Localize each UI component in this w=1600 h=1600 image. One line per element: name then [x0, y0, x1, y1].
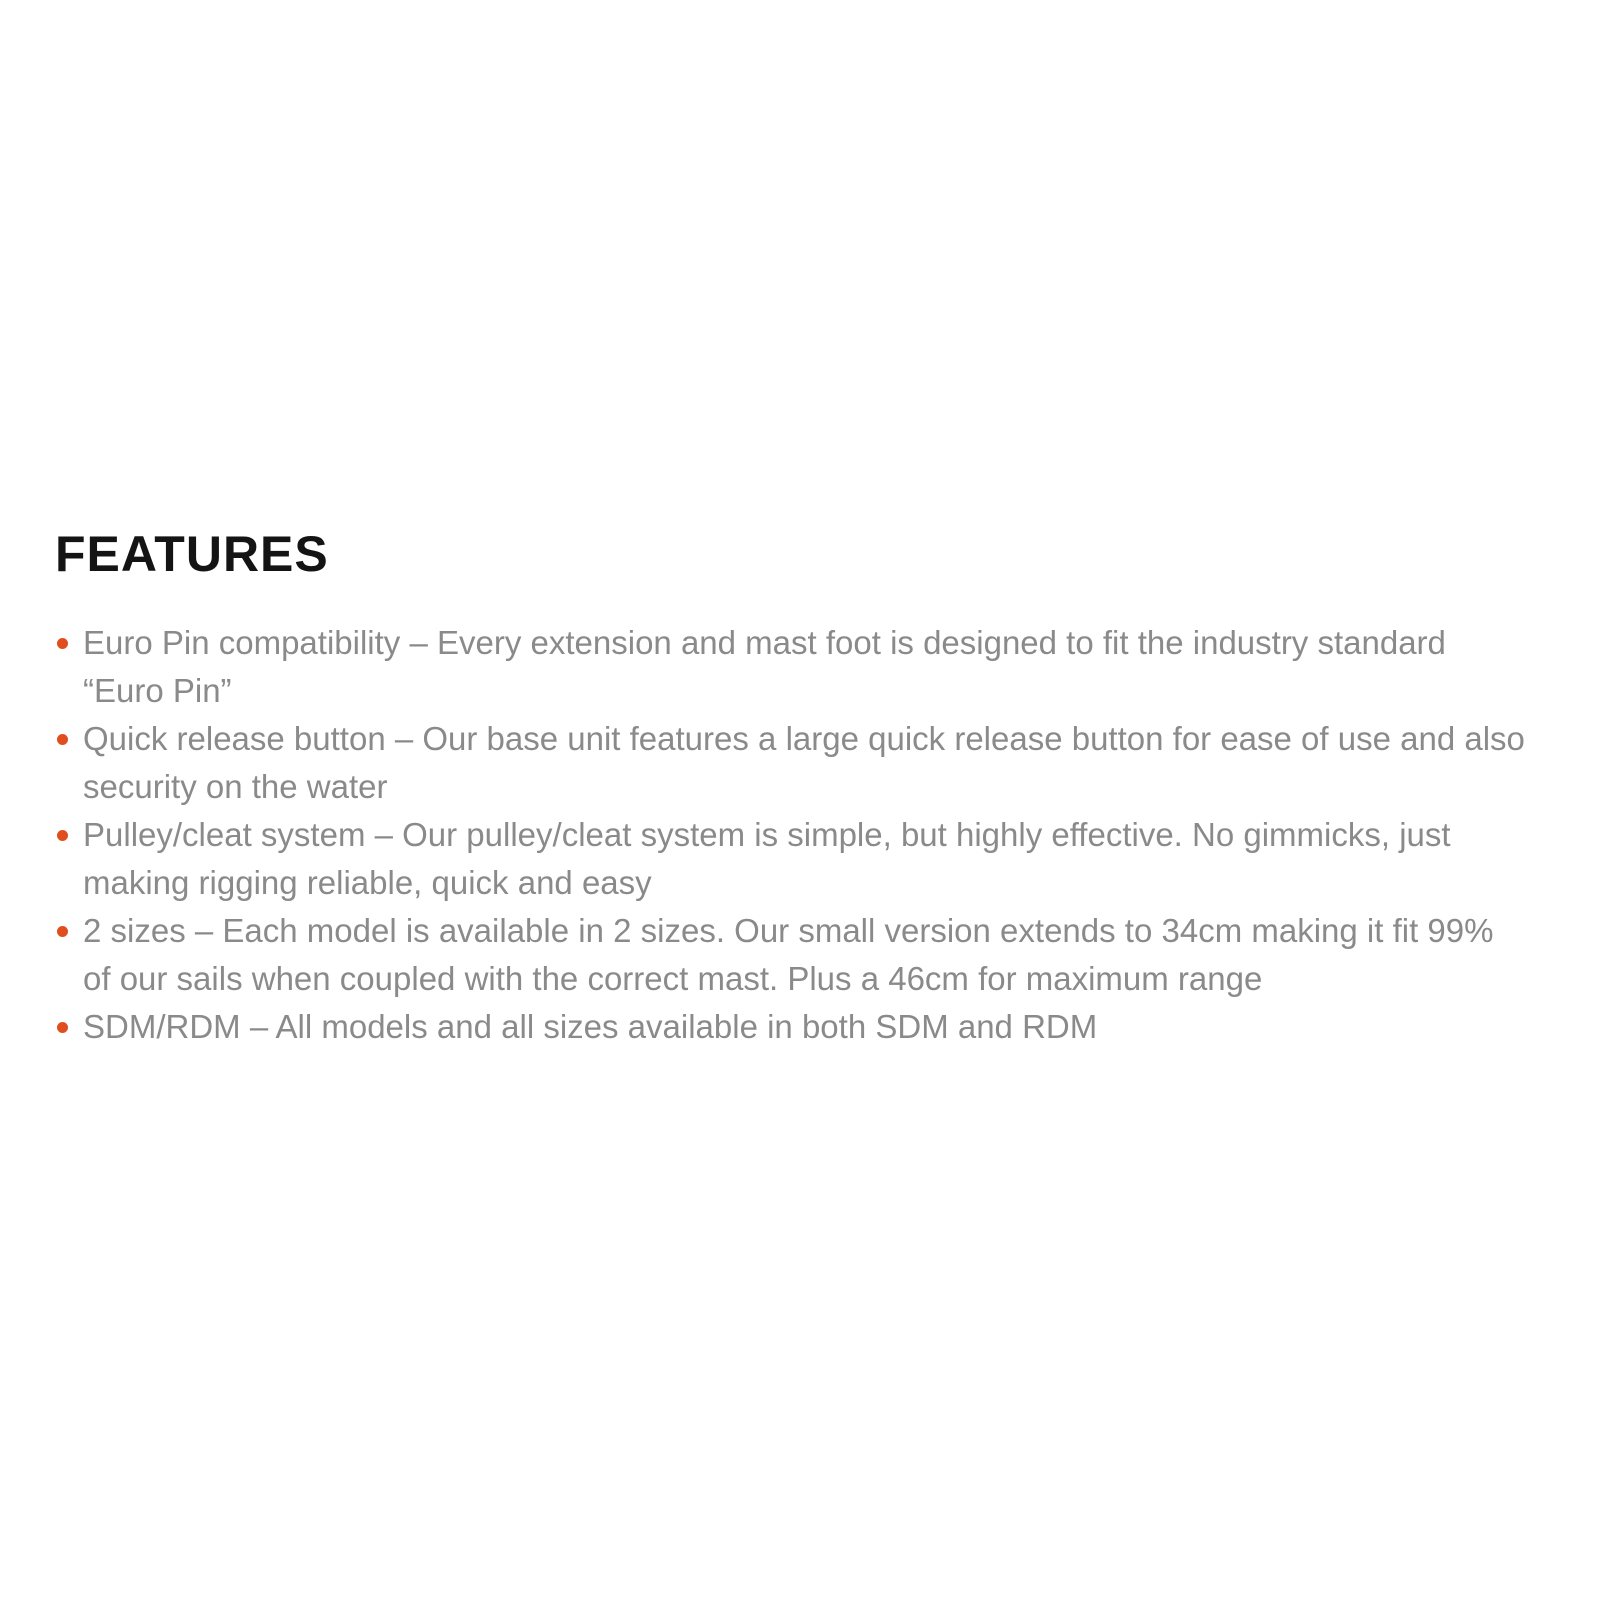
section-title: FEATURES [55, 526, 329, 582]
feature-item [55, 1003, 1525, 1051]
feature-item [55, 715, 1525, 811]
feature-item-text: SDM/RDM – All models and all sizes available in both SDM and RDM [83, 1008, 1098, 1045]
bullet-icon [57, 638, 68, 649]
features-list [55, 619, 1525, 1051]
bullet-icon [57, 1022, 68, 1033]
feature-item-text: Euro Pin compatibility – Every extension and mast foot is designed to fit the industry standard “Euro Pin” [83, 624, 1446, 709]
feature-item-text: Pulley/cleat system – Our pulley/cleat system is simple, but highly effective. No gimmicks, just making rigging reliable, quick and easy [83, 816, 1451, 901]
feature-item [55, 811, 1525, 907]
feature-item-text: 2 sizes – Each model is available in 2 sizes. Our small version extends to 34cm making it fit 99% of our sails when coupled with the correct mast. Plus a 46cm for maximum range [83, 912, 1494, 997]
bullet-icon [57, 734, 68, 745]
feature-item [55, 619, 1525, 715]
bullet-icon [57, 926, 68, 937]
feature-item [55, 907, 1525, 1003]
feature-item-text: Quick release button – Our base unit features a large quick release button for ease of use and also security on the water [83, 720, 1525, 805]
bullet-icon [57, 830, 68, 841]
